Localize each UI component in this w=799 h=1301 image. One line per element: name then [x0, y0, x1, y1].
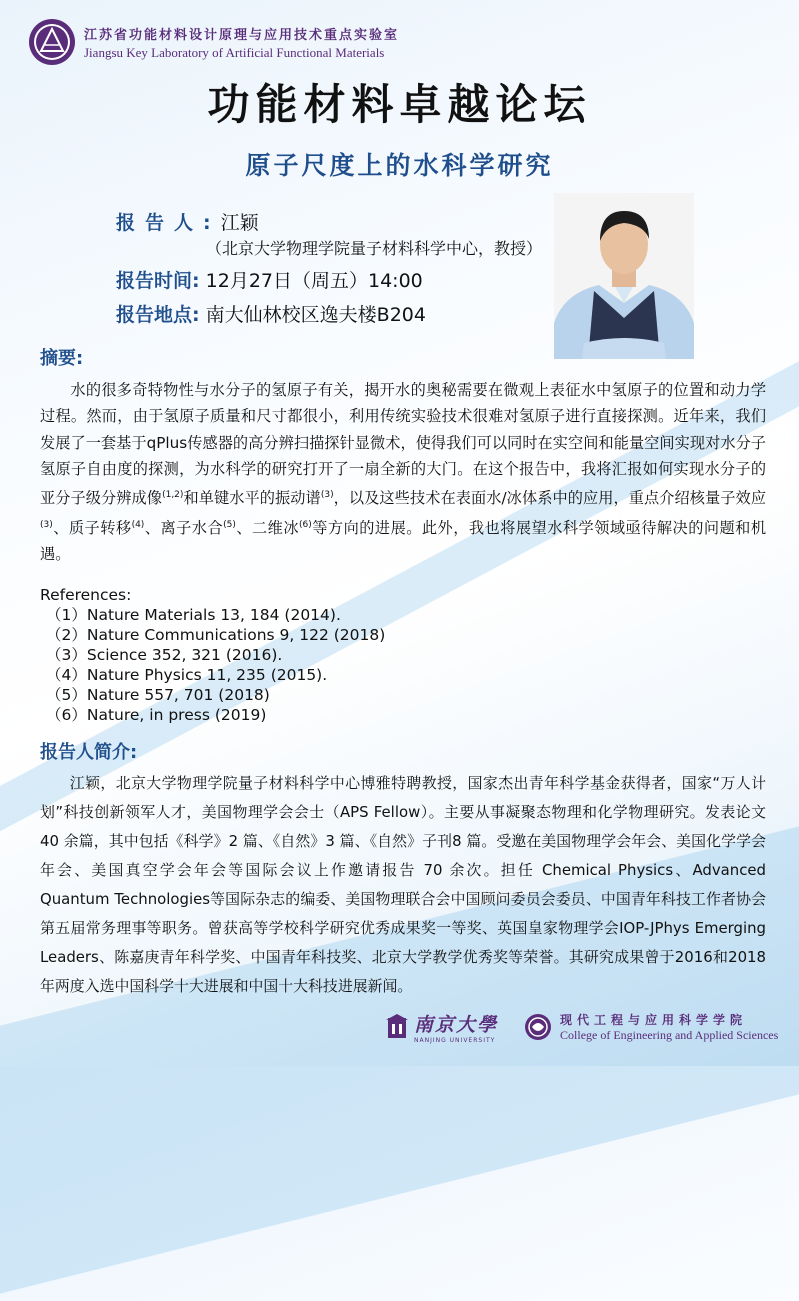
- college-name-en: College of Engineering and Applied Sciences: [560, 1028, 779, 1042]
- college-name-cn: 现代工程与应用科学学院: [560, 1013, 748, 1027]
- abstract-text: [40, 377, 766, 567]
- place-value: 南大仙林校区逸夫楼B204: [205, 304, 426, 326]
- footer-logos: [386, 1010, 778, 1044]
- background-stripe: [432, 0, 799, 77]
- talk-title: 原子尺度上的水科学研究: [245, 151, 554, 180]
- abstract-segment: 水的很多奇特物性与水分子的氢原子有关，揭开水的奥秘需要在微观上表征水中氢原子的位置和动力学过程。然而，由于氢原子质量和尺寸都很小，利用传统实验技术很难对氢原子进行直接探测。近年来，我们发展了一套基于qPlus传感器的高分辨扫描探针显微术，使得我们可以同时在实空间和能量空间实现对水分子氢原子自由度的探测，为水科学的研究打开了一扇全新的大门。在这个报告中，我将汇报如何实现水分子的亚分子级分辨成像: [40, 381, 766, 508]
- time-value: 12月27日（周五）14:00: [205, 270, 423, 292]
- college-logo: [524, 1011, 778, 1043]
- reference-item: （4）Nature Physics 11, 235 (2015).: [46, 666, 328, 684]
- speaker-line: [116, 208, 259, 235]
- reference-item: （6）Nature, in press (2019): [46, 706, 267, 724]
- references-list: [40, 585, 385, 725]
- speaker-photo: [554, 193, 694, 359]
- abstract-segment: ，以及这些技术在表面水/冰体系中的应用，重点介绍核量子效应: [333, 489, 767, 508]
- nju-name-en: NANJING UNIVERSITY: [414, 1037, 496, 1044]
- lab-name-en: Jiangsu Key Laboratory of Artificial Functional Materials: [84, 44, 385, 60]
- college-emblem-icon: [524, 1013, 552, 1041]
- place-line: [116, 300, 426, 327]
- time-label: 报告时间:: [116, 270, 200, 292]
- citation-mark: (3): [320, 490, 334, 501]
- nju-emblem-icon: [386, 1014, 408, 1040]
- speaker-name: 江颖: [220, 212, 259, 234]
- reference-item: （2）Nature Communications 9, 122 (2018): [46, 626, 386, 644]
- references-heading: References:: [40, 586, 132, 604]
- lab-name-cn: 江苏省功能材料设计原理与应用技术重点实验室: [84, 27, 400, 43]
- page-title: 功能材料卓越论坛: [207, 80, 592, 129]
- abstract-segment: 、质子转移: [52, 518, 132, 537]
- citation-mark: (5): [223, 519, 236, 530]
- lab-header: [28, 18, 399, 66]
- abstract-segment: 等方向的进展。此外，我也将展望水科学领域亟待解决的问题和机遇。: [40, 518, 767, 563]
- bio-text: 江颖，北京大学物理学院量子材料科学中心博雅特聘教授，国家杰出青年科学基金获得者，国家“万人计划”科技创新领军人才，美国物理学会会士（APS Fellow）。主要从事凝聚态物理和化学物理研究。发表论文 40 余篇，其中包括《科学》2 篇、《自然》3 篇、《自然》子刊8 篇。受邀在美国物理学会年会、美国化学学会年会、美国真空学会年会等国际会议上作邀请报告 70 余次。担任 Chemical Physics、Advanced Quantum Technologies等国际杂志的编委、美国物理联合会中国顾问委员会委员、中国青年科技工作者协会第五届常务理事等职务。曾获高等学校科学研究优秀成果奖一等奖、英国皇家物理学会IOP-JPhys Emerging Leaders、陈嘉庚青年科学奖、中国青年科技奖、北京大学教学优秀奖等荣誉。其研究成果曾于2016和2018年两度入选中国科学十大进展和中国十大科技进展新闻。: [40, 774, 766, 995]
- reference-item: （5）Nature 557, 701 (2018): [46, 686, 270, 704]
- abstract-segment: 和单键水平的振动谱: [183, 489, 321, 508]
- time-line: [116, 266, 423, 293]
- speaker-affiliation: （北京大学物理学院量子材料科学中心，教授）: [206, 239, 543, 258]
- abstract-heading: 摘要:: [40, 348, 84, 369]
- citation-mark: (4): [131, 519, 145, 530]
- reference-item: （1）Nature Materials 13, 184 (2014).: [46, 606, 341, 624]
- nju-name-cn: 南京大學: [414, 1014, 499, 1036]
- place-label: 报告地点:: [116, 304, 200, 326]
- abstract-segment: 、离子水合: [144, 518, 224, 537]
- citation-mark: (3): [40, 519, 53, 530]
- nju-logo: [386, 1010, 498, 1044]
- speaker-label: 报告人:: [116, 212, 221, 234]
- abstract-segment: 、二维冰: [235, 518, 300, 537]
- citation-mark: (1,2): [162, 490, 184, 501]
- lab-logo-icon: [28, 18, 76, 66]
- bio-heading: 报告人简介:: [40, 742, 138, 763]
- reference-item: （3）Science 352, 321 (2016).: [46, 646, 283, 664]
- citation-mark: (6): [299, 519, 312, 530]
